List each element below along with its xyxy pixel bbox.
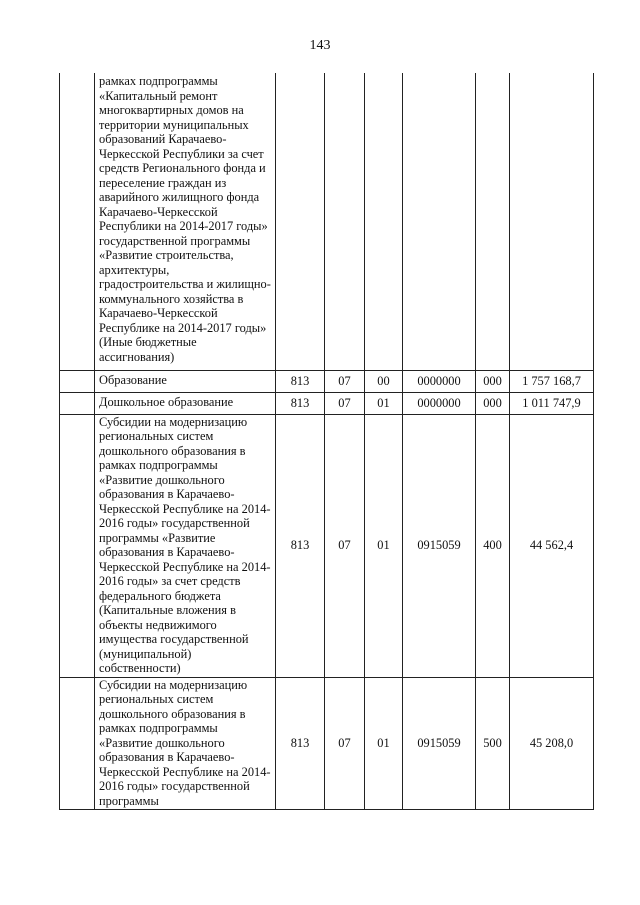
amount: 1 011 747,9 bbox=[510, 392, 594, 414]
section-code: 07 bbox=[325, 414, 365, 677]
section-code: 07 bbox=[325, 677, 365, 810]
row-index-cell bbox=[60, 677, 95, 810]
page-number: 143 bbox=[309, 38, 331, 53]
table-row bbox=[60, 392, 594, 414]
row-name: Субсидии на модернизацию региональных систем дошкольного образования в рамках подпрограммы «Развитие дошкольного образования в Карачаево-Черкесской Республике на 2014-2016 годы» государственной программы bbox=[95, 677, 276, 810]
expense-type-code bbox=[476, 73, 510, 370]
budget-table bbox=[59, 73, 594, 810]
ministry-code: 813 bbox=[276, 370, 325, 392]
ministry-code: 813 bbox=[276, 392, 325, 414]
subsection-code: 01 bbox=[365, 392, 403, 414]
amount bbox=[510, 73, 594, 370]
target-code: 0915059 bbox=[403, 677, 476, 810]
target-code bbox=[403, 73, 476, 370]
amount: 1 757 168,7 bbox=[510, 370, 594, 392]
section-code bbox=[325, 73, 365, 370]
row-index-cell bbox=[60, 370, 95, 392]
ministry-code bbox=[276, 73, 325, 370]
table-row bbox=[60, 73, 594, 370]
target-code: 0000000 bbox=[403, 392, 476, 414]
ministry-code: 813 bbox=[276, 414, 325, 677]
expense-type-code: 400 bbox=[476, 414, 510, 677]
amount: 44 562,4 bbox=[510, 414, 594, 677]
row-name: Образование bbox=[95, 370, 276, 392]
subsection-code: 00 bbox=[365, 370, 403, 392]
target-code: 0915059 bbox=[403, 414, 476, 677]
row-name: рамках подпрограммы «Капитальный ремонт многоквартирных домов на территории муниципальных образований Карачаево-Черкесской Республики за счет средств Регионального фонда и переселение граждан из аварийного жилищного фонда Карачаево-Черкесской Республики на 2014-2017 годы» государственной программы «Развитие строительства, архитектуры, градостроительства и жилищно-коммунального хозяйства в Карачаево-Черкесской Республике на 2014-2017 годы» (Иные бюджетные ассигнования) bbox=[95, 73, 276, 370]
subsection-code: 01 bbox=[365, 414, 403, 677]
target-code: 0000000 bbox=[403, 370, 476, 392]
row-name: Субсидии на модернизацию региональных систем дошкольного образования в рамках подпрограммы «Развитие дошкольного образования в Карачаево-Черкесской Республике на 2014-2016 годы» государственной программы «Развитие образования в Карачаево-Черкесской Республике на 2014-2016 годы» за счет средств федерального бюджета (Капитальные вложения в объекты недвижимого имущества государственной (муниципальной) собственности) bbox=[95, 414, 276, 677]
expense-type-code: 000 bbox=[476, 392, 510, 414]
amount: 45 208,0 bbox=[510, 677, 594, 810]
row-index-cell bbox=[60, 73, 95, 370]
table-row bbox=[60, 677, 594, 810]
ministry-code: 813 bbox=[276, 677, 325, 810]
table-row bbox=[60, 370, 594, 392]
expense-type-code: 000 bbox=[476, 370, 510, 392]
row-index-cell bbox=[60, 414, 95, 677]
table-row bbox=[60, 414, 594, 677]
subsection-code: 01 bbox=[365, 677, 403, 810]
row-index-cell bbox=[60, 392, 95, 414]
subsection-code bbox=[365, 73, 403, 370]
section-code: 07 bbox=[325, 392, 365, 414]
section-code: 07 bbox=[325, 370, 365, 392]
row-name: Дошкольное образование bbox=[95, 392, 276, 414]
expense-type-code: 500 bbox=[476, 677, 510, 810]
